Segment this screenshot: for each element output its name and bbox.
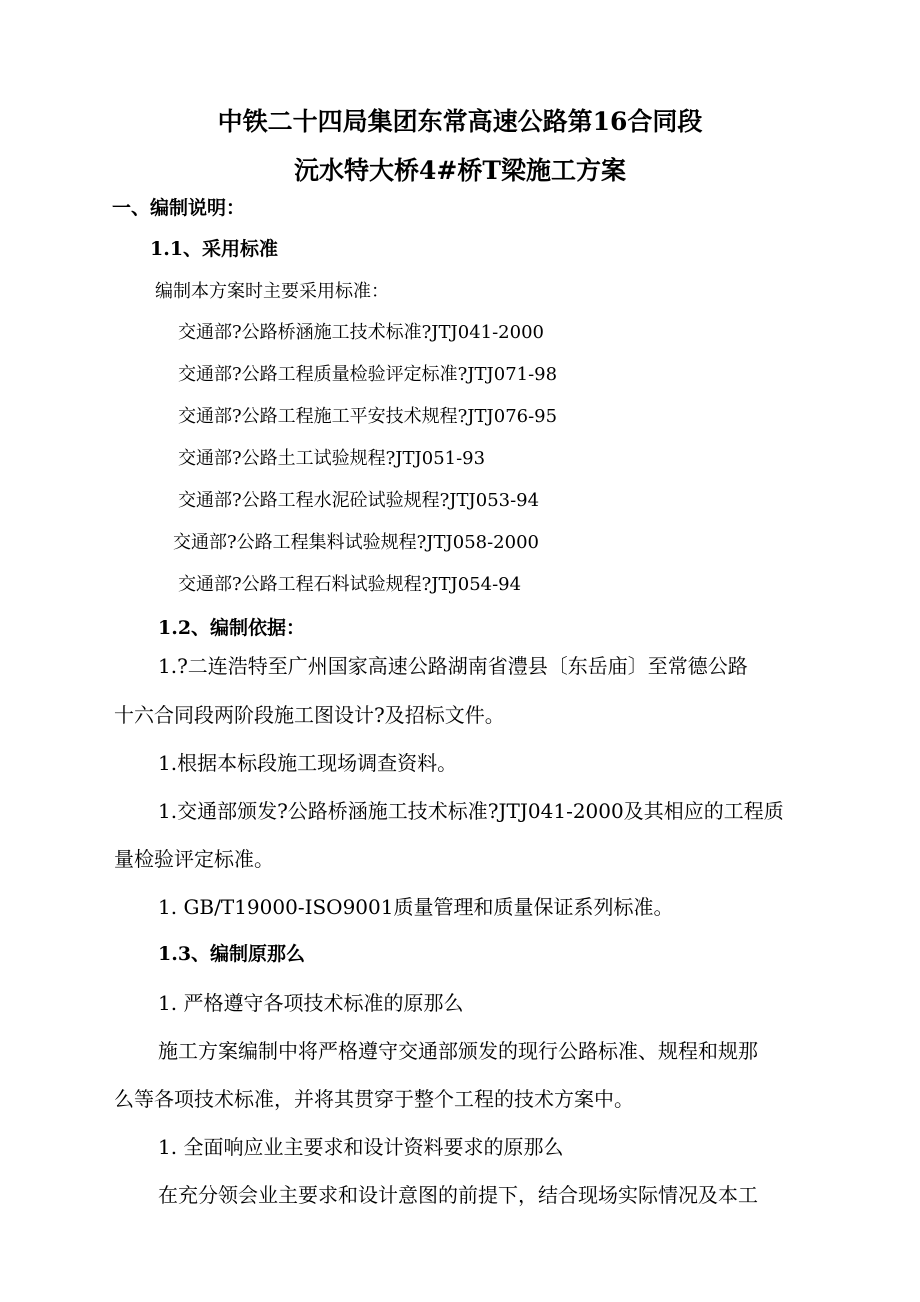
standard-item: 交通部?公路工程石料试验规程?JTJ054-94 <box>178 574 522 595</box>
document-title-line-1: 中铁二十四局集团东常高速公路第16合同段 <box>217 107 703 136</box>
principle-paragraph-line: 在充分领会业主要求和设计意图的前提下，结合现场实际情况及本工 <box>158 1183 758 1207</box>
subsection-heading-principles: 1.3、编制原那么 <box>158 943 306 965</box>
standard-item: 交通部?公路工程水泥砼试验规程?JTJ053-94 <box>178 490 540 511</box>
subsection-heading-standards: 1.1、采用标准 <box>150 238 279 260</box>
basis-paragraph-line: 十六合同段两阶段施工图设计?及招标文件。 <box>114 703 505 727</box>
principle-paragraph-line: 施工方案编制中将严格遵守交通部颁发的现行公路标准、规程和规那 <box>158 1039 758 1063</box>
basis-paragraph-line: 1.根据本标段施工现场调查资料。 <box>158 751 458 775</box>
standards-intro: 编制本方案时主要采用标准： <box>155 281 389 302</box>
basis-paragraph-line: 量检验评定标准。 <box>114 847 274 871</box>
section-heading-compilation-notes: 一、编制说明： <box>112 197 246 219</box>
standard-item: 交通部?公路工程施工平安技术规程?JTJ076-95 <box>178 406 558 427</box>
standard-item: 交通部?公路桥涵施工技术标准?JTJ041-2000 <box>178 322 544 343</box>
subsection-heading-basis: 1.2、编制依据： <box>158 617 306 639</box>
principle-paragraph-line: 1. 严格遵守各项技术标准的原那么 <box>158 991 464 1015</box>
principle-paragraph-line: 1. 全面响应业主要求和设计资料要求的原那么 <box>158 1135 564 1159</box>
standard-item: 交通部?公路土工试验规程?JTJ051-93 <box>178 448 486 469</box>
document-title-line-2: 沅水特大桥4#桥T梁施工方案 <box>294 156 626 185</box>
principle-paragraph-line: 么等各项技术标准，并将其贯穿于整个工程的技术方案中。 <box>114 1087 634 1111</box>
basis-paragraph-line: 1. GB/T19000-ISO9001质量管理和质量保证系列标准。 <box>158 895 674 919</box>
basis-paragraph-line: 1.?二连浩特至广州国家高速公路湖南省澧县〔东岳庙〕至常德公路 <box>158 654 748 678</box>
standard-item: 交通部?公路工程集料试验规程?JTJ058-2000 <box>173 532 539 553</box>
standard-item: 交通部?公路工程质量检验评定标准?JTJ071-98 <box>178 364 558 385</box>
basis-paragraph-line: 1.交通部颁发?公路桥涵施工技术标准?JTJ041-2000及其相应的工程质 <box>158 799 784 823</box>
